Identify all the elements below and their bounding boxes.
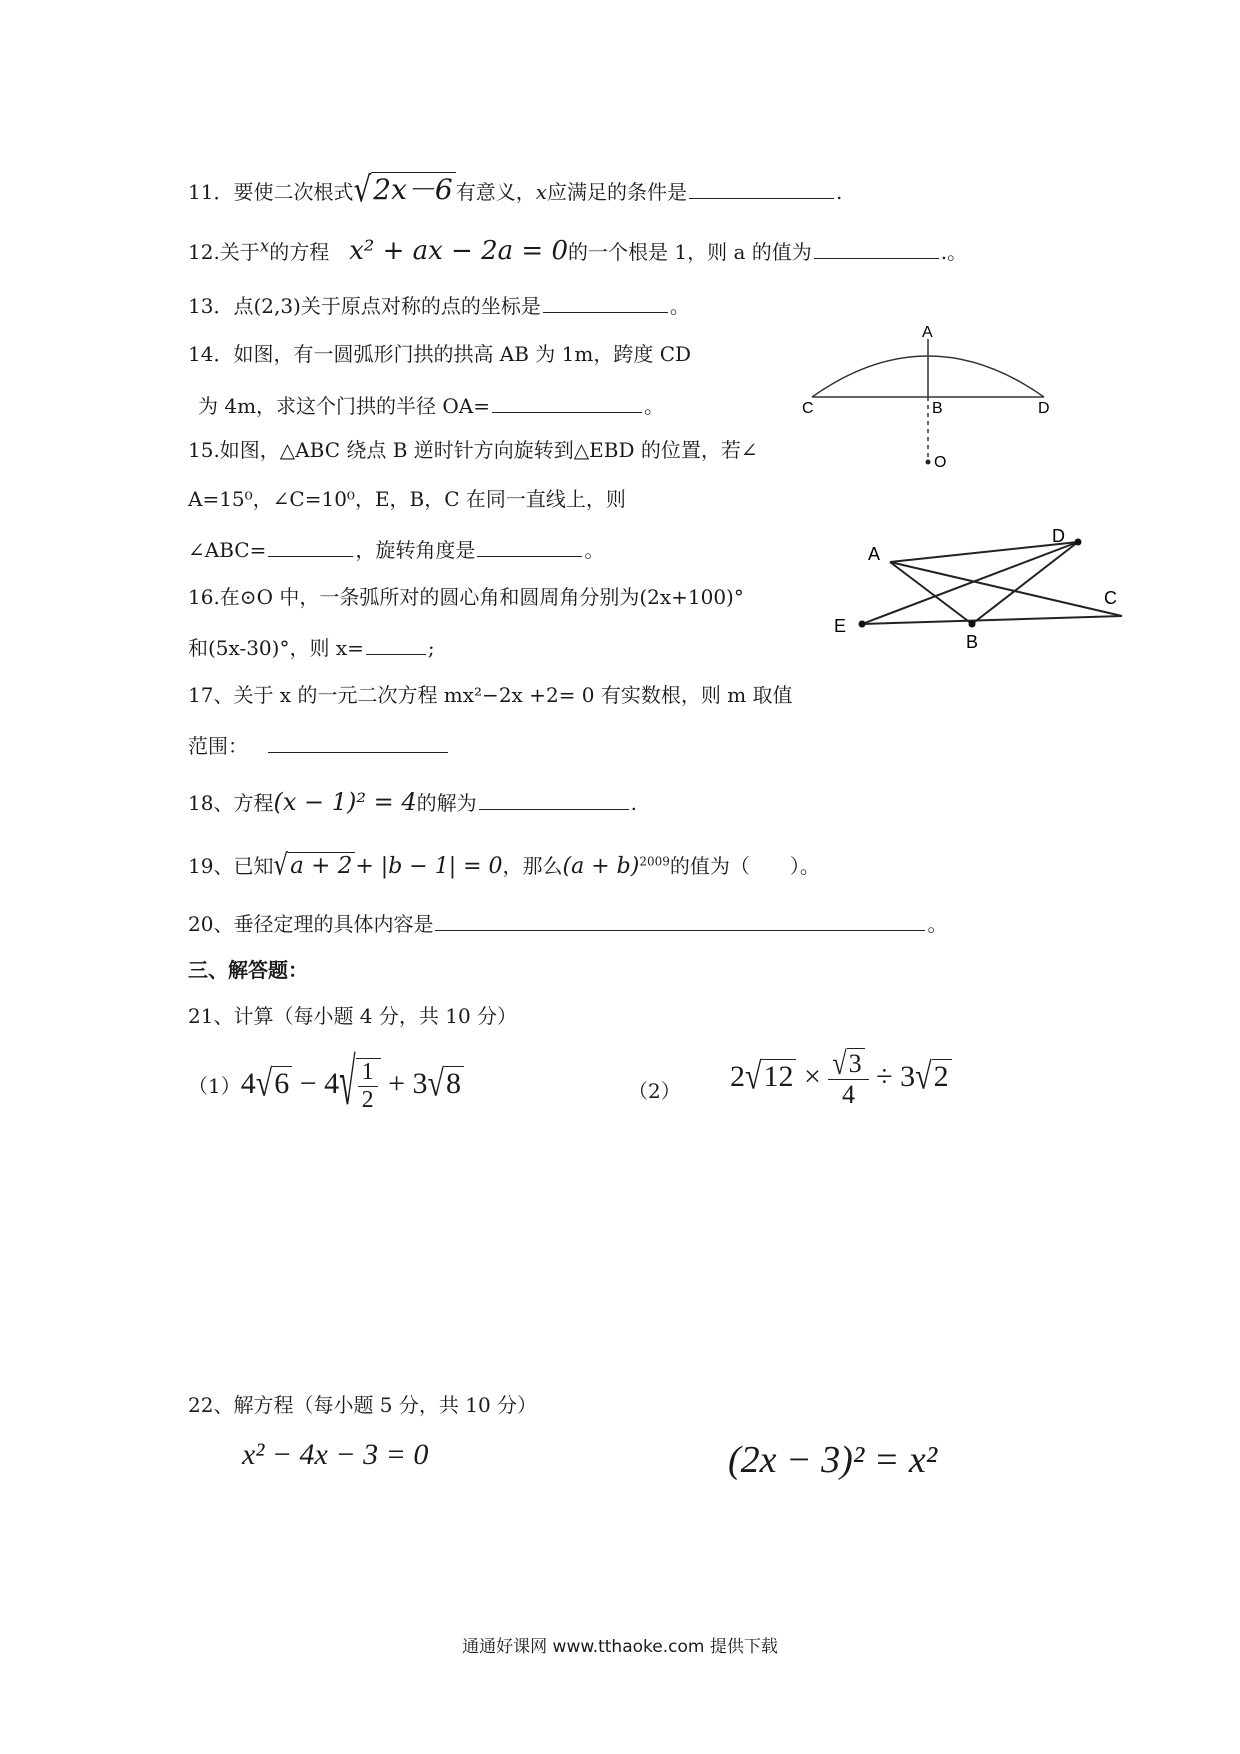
label-d: D	[1038, 400, 1050, 417]
answer-blank[interactable]	[477, 536, 582, 557]
label-o: O	[934, 454, 947, 471]
question-15-line1	[188, 438, 758, 462]
q15-text2: A=15⁰，∠C=10⁰，E，B，C 在同一直线上，则	[188, 487, 626, 511]
q12-post: 的一个根是 1，则 a 的值为	[568, 240, 812, 264]
question-16-line1	[188, 585, 744, 609]
answer-blank[interactable]	[366, 634, 426, 655]
point-e	[859, 621, 866, 628]
q14-text: 14．如图，有一圆弧形门拱的拱高 AB 为 1m，跨度 CD	[188, 342, 692, 366]
question-17-line1	[188, 683, 793, 707]
q11-post: 应满足的条件是	[547, 180, 687, 204]
q17-text2: 范围：	[188, 734, 248, 758]
question-15-line2	[188, 487, 626, 511]
q22-equation-2: (2x − 3)² = x²	[728, 1439, 938, 1481]
q11-end: .	[836, 180, 843, 204]
question-17-line2	[188, 732, 450, 758]
section-heading: 三、解答题：	[188, 958, 308, 982]
point-o	[926, 460, 931, 465]
label-b: B	[966, 632, 979, 652]
q14-end: 。	[644, 394, 665, 418]
q11-radicand: 2x－6	[371, 172, 455, 207]
q15-abc: ∠ABC=	[188, 538, 267, 562]
q12-text: 12.关于	[188, 240, 260, 264]
q21-part2: 2√12 × $\frac{√3}{4}$ ÷ 3√2	[730, 1048, 952, 1110]
label-c: C	[802, 400, 814, 417]
answer-blank[interactable]	[689, 178, 834, 199]
answer-blank[interactable]	[268, 732, 448, 753]
answer-blank[interactable]	[492, 392, 642, 413]
q19-radicand: a + 2	[288, 852, 355, 881]
label-a: A	[868, 544, 881, 564]
q19-post: ，那么	[502, 854, 563, 878]
q12-equation: x² + ax − 2a = 0	[349, 236, 568, 266]
q19-expr: (a + b)	[562, 854, 640, 879]
question-13	[188, 292, 690, 318]
arch-figure	[800, 325, 1060, 475]
q11-mid: 有意义，	[455, 180, 536, 204]
label-e: E	[834, 616, 847, 636]
q21-p2-label: （2）	[628, 1079, 681, 1103]
q13-text: 13．点(2,3)关于原点对称的点的坐标是	[188, 294, 541, 318]
q13-end: 。	[669, 294, 690, 318]
question-16-line2	[188, 634, 435, 660]
q19-end: 的值为（ ）。	[669, 854, 820, 878]
question-11: 11．要使二次根式√2x－6 有意义，x应满足的条件是 .	[188, 168, 843, 211]
point-d	[1075, 539, 1082, 546]
q12-mid: 的方程	[269, 240, 350, 264]
q15-rot: ，旋转角度是	[355, 538, 476, 562]
q16-end: ;	[427, 636, 435, 660]
q16-text: 16.在⊙O 中，一条弧所对的圆心角和圆周角分别为(2x+100)°	[188, 585, 744, 609]
q15-text: 15.如图，△ABC 绕点 B 逆时针方向旋转到△EBD 的位置，若∠	[188, 438, 758, 462]
q21-part1: （1）4√6 − 4√ $\frac{1}{2}$ + 3√8	[188, 1058, 464, 1114]
question-15-line3	[188, 536, 604, 562]
answer-blank[interactable]	[435, 910, 925, 931]
q18-equation: (x − 1)² = 4	[273, 788, 417, 816]
question-19: 19、已知√a + 2 + |b − 1| = 0，那么$(a + b)^{2009}$的值为（ ）。	[188, 849, 820, 883]
q20-text: 20、垂径定理的具体内容是	[188, 912, 434, 936]
label-a: A	[922, 325, 933, 341]
q18-text: 18、方程	[188, 791, 274, 815]
answer-blank[interactable]	[268, 536, 353, 557]
q15-end: 。	[584, 538, 605, 562]
answer-blank[interactable]	[479, 789, 629, 810]
seg-bd	[972, 542, 1078, 624]
q22-equation-1: x² − 4x − 3 = 0	[242, 1438, 429, 1471]
seg-ec	[862, 616, 1122, 624]
q21-p1-label: （1）	[188, 1073, 241, 1098]
question-18	[188, 788, 637, 817]
q11-text: 11．要使二次根式	[188, 180, 354, 204]
q19-exponent: 2009	[639, 854, 670, 869]
q14-text2: 为 4m，求这个门拱的半径 OA=	[198, 394, 491, 418]
label-c: C	[1104, 588, 1117, 608]
question-21-title: 21、计算（每小题 4 分，共 10 分）	[188, 1004, 518, 1028]
label-d: D	[1052, 526, 1065, 546]
question-20	[188, 910, 947, 936]
q19-text: 19、已知	[188, 854, 274, 878]
q12-end: .。	[940, 240, 968, 264]
q18-end: .	[630, 791, 637, 815]
question-22-title: 22、解方程（每小题 5 分，共 10 分）	[188, 1393, 538, 1417]
question-14-line1	[188, 342, 691, 366]
answer-blank[interactable]	[814, 238, 939, 259]
q17-text: 17、关于 x 的一元二次方程 mx²−2x +2= 0 有实数根，则 m 取值	[188, 683, 793, 707]
question-12	[188, 236, 967, 267]
q12-var: x	[259, 236, 270, 256]
point-b	[969, 621, 976, 628]
q11-var: x	[535, 180, 547, 204]
triangle-figure	[820, 520, 1140, 655]
label-b: B	[932, 400, 943, 417]
footer-credit: 通通好课网 www.tthaoke.com 提供下载	[462, 1637, 778, 1657]
question-14-line2	[198, 392, 664, 418]
q20-end: 。	[927, 912, 948, 936]
q18-post: 的解为	[416, 791, 477, 815]
q16-text2: 和(5x-30)°，则 x=	[188, 636, 364, 660]
q19-abs: + |b − 1| = 0	[355, 854, 503, 879]
answer-blank[interactable]	[543, 292, 668, 313]
